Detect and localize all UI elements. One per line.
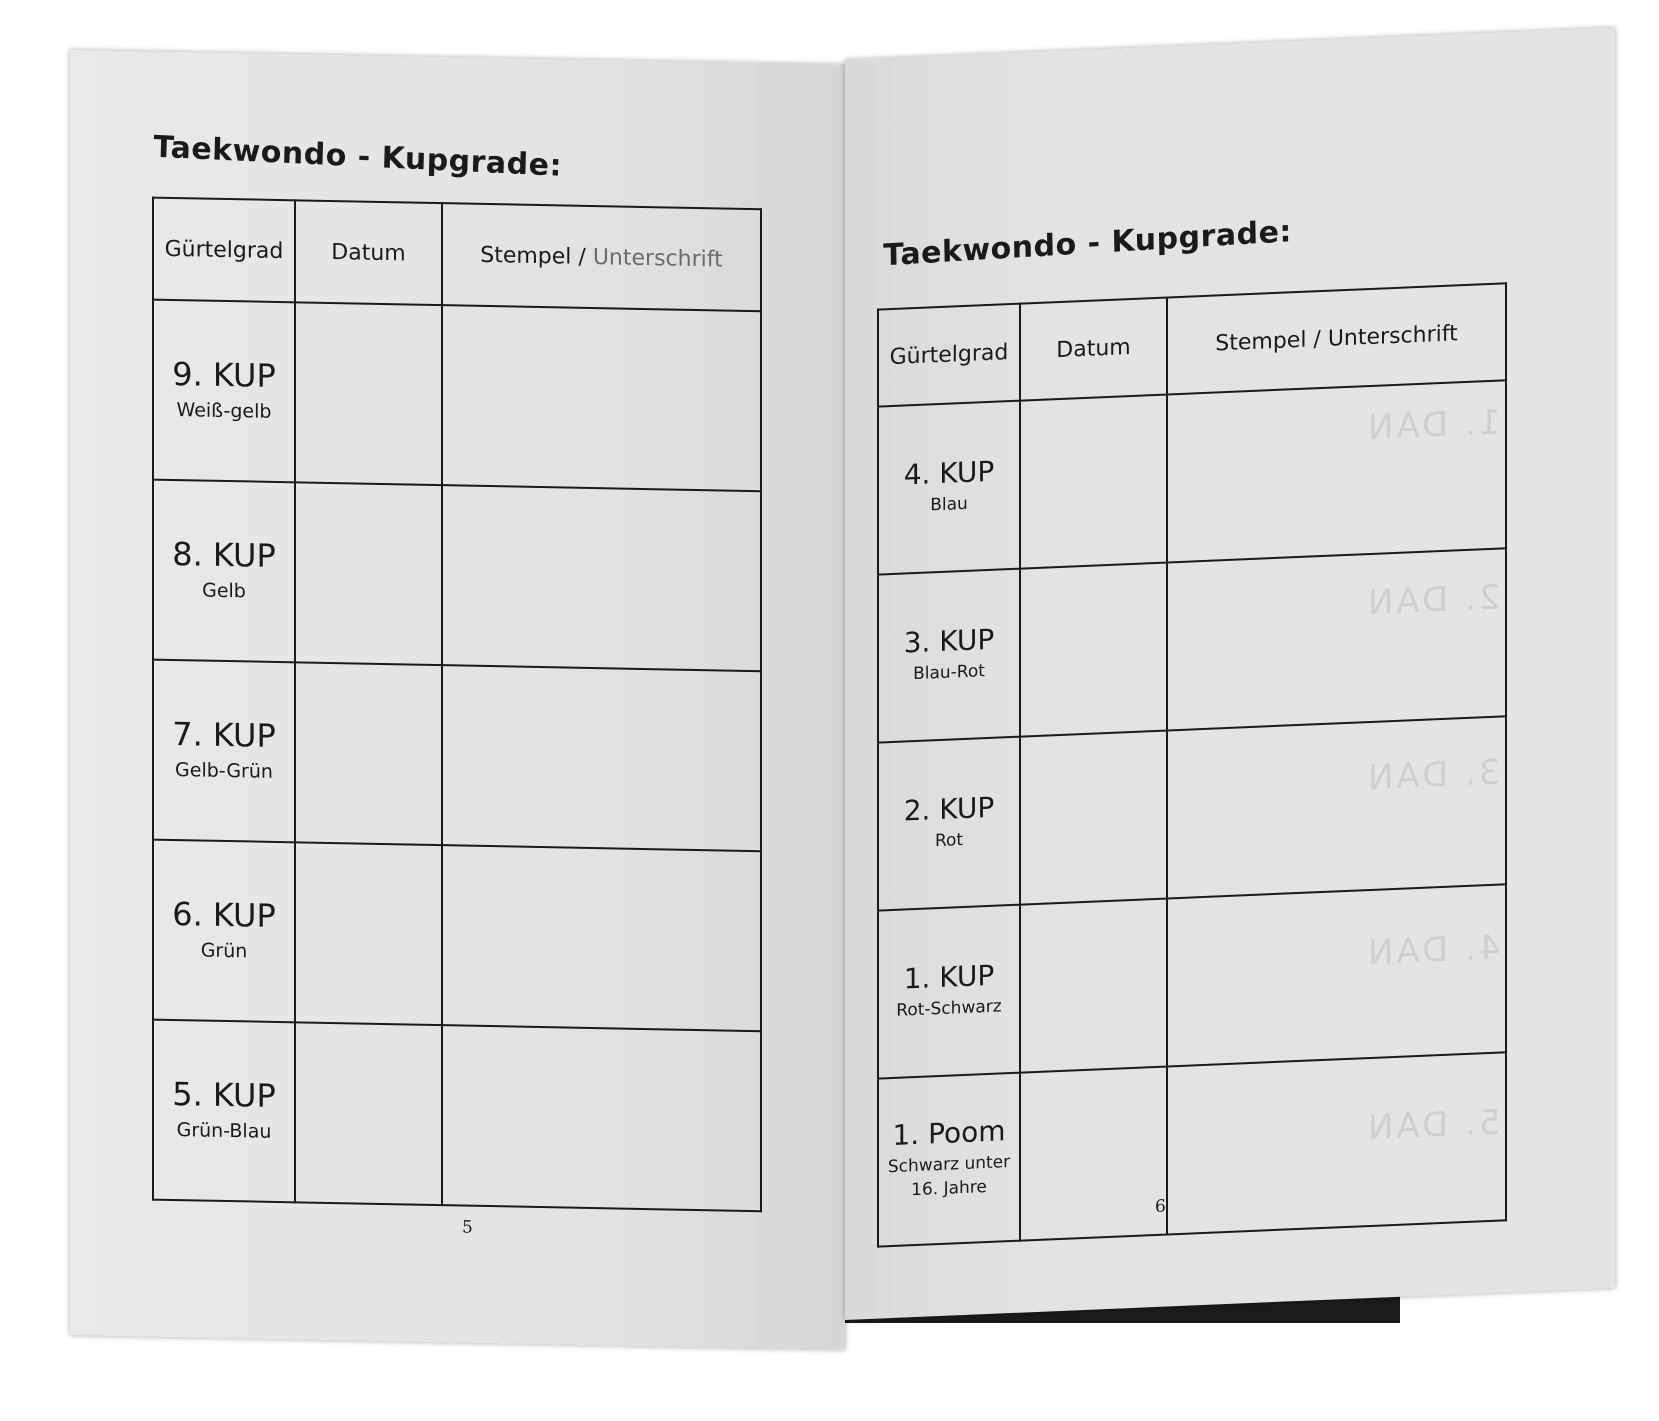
date-cell <box>1020 731 1167 905</box>
stamp-cell <box>442 1025 761 1211</box>
stamp-cell <box>1167 380 1506 562</box>
belt-color-label: Rot-Schwarz <box>896 996 1002 1022</box>
stamp-cell <box>1167 884 1506 1066</box>
date-cell <box>295 482 442 665</box>
grade-cell <box>153 300 295 483</box>
belt-color-label: Schwarz unter 16. Jahre <box>887 1152 1011 1201</box>
table-row <box>878 884 1506 1078</box>
grade-cell <box>153 660 295 843</box>
belt-color-label: Blau-Rot <box>913 661 985 685</box>
grade-label: 3. KUP <box>903 622 995 660</box>
grade-table <box>877 282 1507 1247</box>
grade-cell <box>878 569 1020 743</box>
date-cell <box>295 662 442 845</box>
date-cell <box>1020 395 1167 569</box>
table-row <box>153 660 761 852</box>
left-page <box>70 50 845 1350</box>
date-cell <box>295 842 442 1025</box>
header-stamp: Stempel / <box>480 242 586 270</box>
stamp-cell <box>442 665 761 851</box>
bleed-through-text: 1. DAN <box>1365 402 1501 449</box>
grade-label: 9. KUP <box>172 355 276 396</box>
grade-cell <box>153 480 295 663</box>
grade-label: 7. KUP <box>172 715 276 756</box>
bleed-through-text: 4. DAN <box>1365 927 1501 974</box>
header-stamp-signature: Stempel / Unterschrift <box>1167 283 1506 394</box>
stamp-cell <box>1167 548 1506 730</box>
header-date: Datum <box>1020 298 1167 401</box>
table-header-row <box>153 198 761 312</box>
grade-cell <box>878 1073 1020 1247</box>
table-row <box>878 1052 1506 1246</box>
grade-label: 1. Poom <box>892 1114 1006 1153</box>
stamp-cell <box>442 305 761 491</box>
table-row <box>153 480 761 672</box>
table-row <box>153 1020 761 1212</box>
grade-label: 5. KUP <box>172 1075 276 1116</box>
date-cell <box>295 302 442 485</box>
belt-color-label: Gelb <box>202 579 246 603</box>
header-belt-grade: Gürtelgrad <box>878 304 1020 407</box>
belt-color-label: Blau <box>930 494 968 516</box>
bleed-through-text: 5. DAN <box>1365 1102 1501 1149</box>
right-page <box>845 28 1615 1320</box>
page-title: Taekwondo - Kupgrade: <box>153 129 563 184</box>
date-cell <box>295 1022 442 1205</box>
header-stamp-signature <box>442 203 761 311</box>
grade-label: 4. KUP <box>903 454 995 492</box>
bleed-through-text: 3. DAN <box>1365 752 1501 799</box>
belt-color-label: Gelb-Grün <box>175 759 273 783</box>
grade-table <box>152 197 762 1213</box>
header-belt-grade: Gürtelgrad <box>153 198 295 303</box>
date-cell <box>1020 899 1167 1073</box>
bleed-through-text: 2. DAN <box>1365 577 1501 624</box>
grade-label: 2. KUP <box>903 790 995 828</box>
belt-color-label: Rot <box>934 830 964 852</box>
table-row <box>153 300 761 492</box>
grade-cell <box>153 1020 295 1203</box>
grade-label: 6. KUP <box>172 895 276 936</box>
page-number: 6 <box>1155 1196 1166 1218</box>
grade-cell <box>878 737 1020 911</box>
stamp-cell <box>1167 716 1506 898</box>
header-date: Datum <box>295 200 442 305</box>
grade-cell <box>153 840 295 1023</box>
grade-cell <box>878 905 1020 1079</box>
table-row <box>878 380 1506 574</box>
stamp-cell <box>1167 1052 1506 1234</box>
page-title: Taekwondo - Kupgrade: <box>883 214 1293 274</box>
table-row <box>878 716 1506 910</box>
belt-color-label: Grün <box>200 939 248 963</box>
belt-color-label: Weiß-gelb <box>176 399 272 423</box>
date-cell <box>1020 563 1167 737</box>
page-number: 5 <box>462 1217 473 1238</box>
grade-cell <box>878 401 1020 575</box>
grade-label: 1. KUP <box>903 958 995 996</box>
stamp-cell <box>442 485 761 671</box>
grade-label: 8. KUP <box>172 535 276 576</box>
stamp-cell <box>442 845 761 1031</box>
table-row <box>153 840 761 1032</box>
belt-color-label: Grün-Blau <box>176 1119 272 1143</box>
date-cell <box>1020 1067 1167 1241</box>
table-row <box>878 548 1506 742</box>
header-signature: Unterschrift <box>592 244 723 273</box>
